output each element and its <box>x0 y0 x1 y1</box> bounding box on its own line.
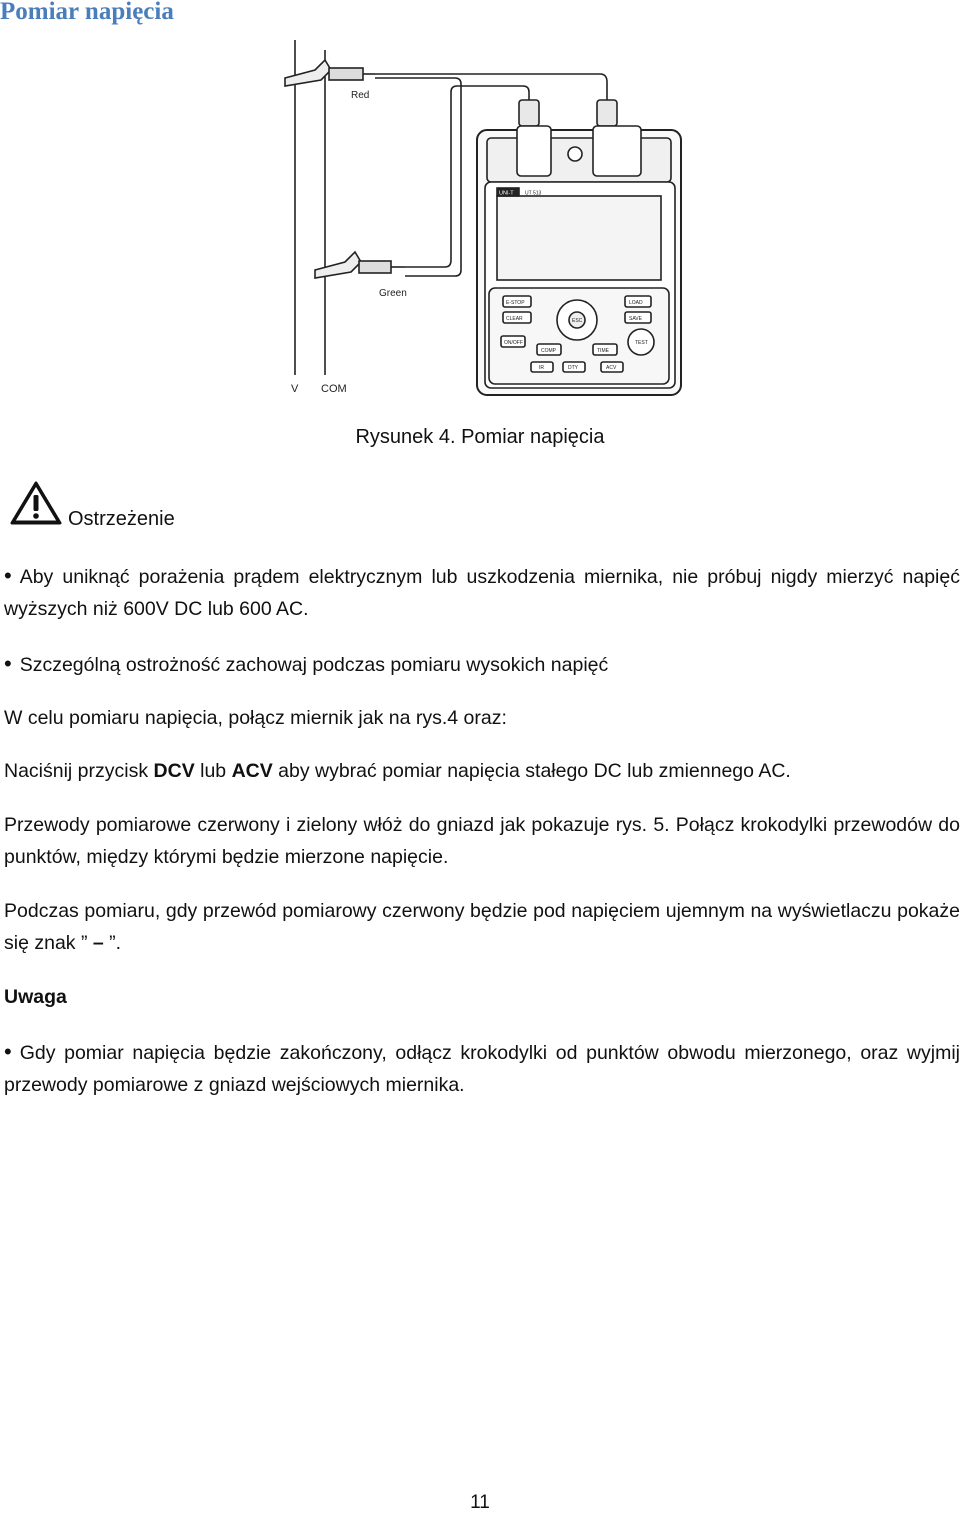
dcv-label: DCV <box>153 760 195 782</box>
paragraph-connect: W celu pomiaru napięcia, połącz miernik jak na rys.4 oraz: <box>4 707 507 729</box>
key-esc: ESC <box>572 318 583 324</box>
paragraph-leads: Przewody pomiarowe czerwony i zielony włóż do gniazd jak pokazuje rys. 5. Połącz krokodylki przewodów do punktów, między którymi będzie mierzone napięcie. <box>4 814 960 868</box>
page-number: 11 <box>470 1492 490 1513</box>
page-title: Pomiar napięcia <box>0 0 174 25</box>
lead-label-green: Green <box>379 288 407 299</box>
key-time: TIME <box>597 348 609 354</box>
key-comp: COMP <box>541 348 556 354</box>
warning-label: Ostrzeżenie <box>68 508 175 530</box>
acv-label: ACV <box>231 760 273 782</box>
key-on-off: ON/OFF <box>504 340 523 346</box>
warning-bullet-2: • Szczególną ostrożność zachowaj podczas pomiaru wysokich napięć <box>4 648 960 681</box>
key-ir: IR <box>539 365 544 371</box>
figure-caption: Rysunek 4. Pomiar napięcia <box>355 426 605 448</box>
lead-label-red: Red <box>351 90 370 101</box>
note-heading: Uwaga <box>4 986 67 1008</box>
note-bullet: • Gdy pomiar napięcia będzie zakończony, odłącz krokodylki od punktów obwodu mierzonego, oraz wyjmij przewody pomiarowe z gniazd wejściowych miernika. <box>4 1036 960 1101</box>
paragraph-negative: Podczas pomiaru, gdy przewód pomiarowy czerwony będzie pod napięciem ujemnym na wyświetlaczu pokaże się znak ” – ”. <box>4 900 960 954</box>
key-clear: CLEAR <box>506 316 523 322</box>
warning-bullet-1: • Aby uniknąć porażenia prądem elektrycznym lub uszkodzenia miernika, nie próbuj nigdy mierzyć napięć wyższych niż 600V DC lub 600 AC. <box>4 560 960 625</box>
warning-icon <box>10 480 62 526</box>
key-acv: ACV <box>606 365 617 371</box>
paragraph-select-mode: Naciśnij przycisk DCV lub ACV aby wybrać pomiar napięcia stałego DC lub zmiennego AC. <box>4 760 791 782</box>
model-label: UT 513 <box>525 190 542 197</box>
minus-sign: – <box>87 932 110 954</box>
point-label-v: V <box>291 383 299 395</box>
point-label-com: COM <box>321 383 347 395</box>
brand-label: UNI-T <box>499 190 514 197</box>
key-dty: DTY <box>568 365 578 371</box>
key-test: TEST <box>635 340 648 346</box>
key-load: LOAD <box>629 300 643 306</box>
key-save: SAVE <box>629 316 642 322</box>
key-e-stop: E-STOP <box>506 300 525 306</box>
lcd-screen <box>497 196 661 280</box>
meter-connection-figure <box>255 30 695 405</box>
